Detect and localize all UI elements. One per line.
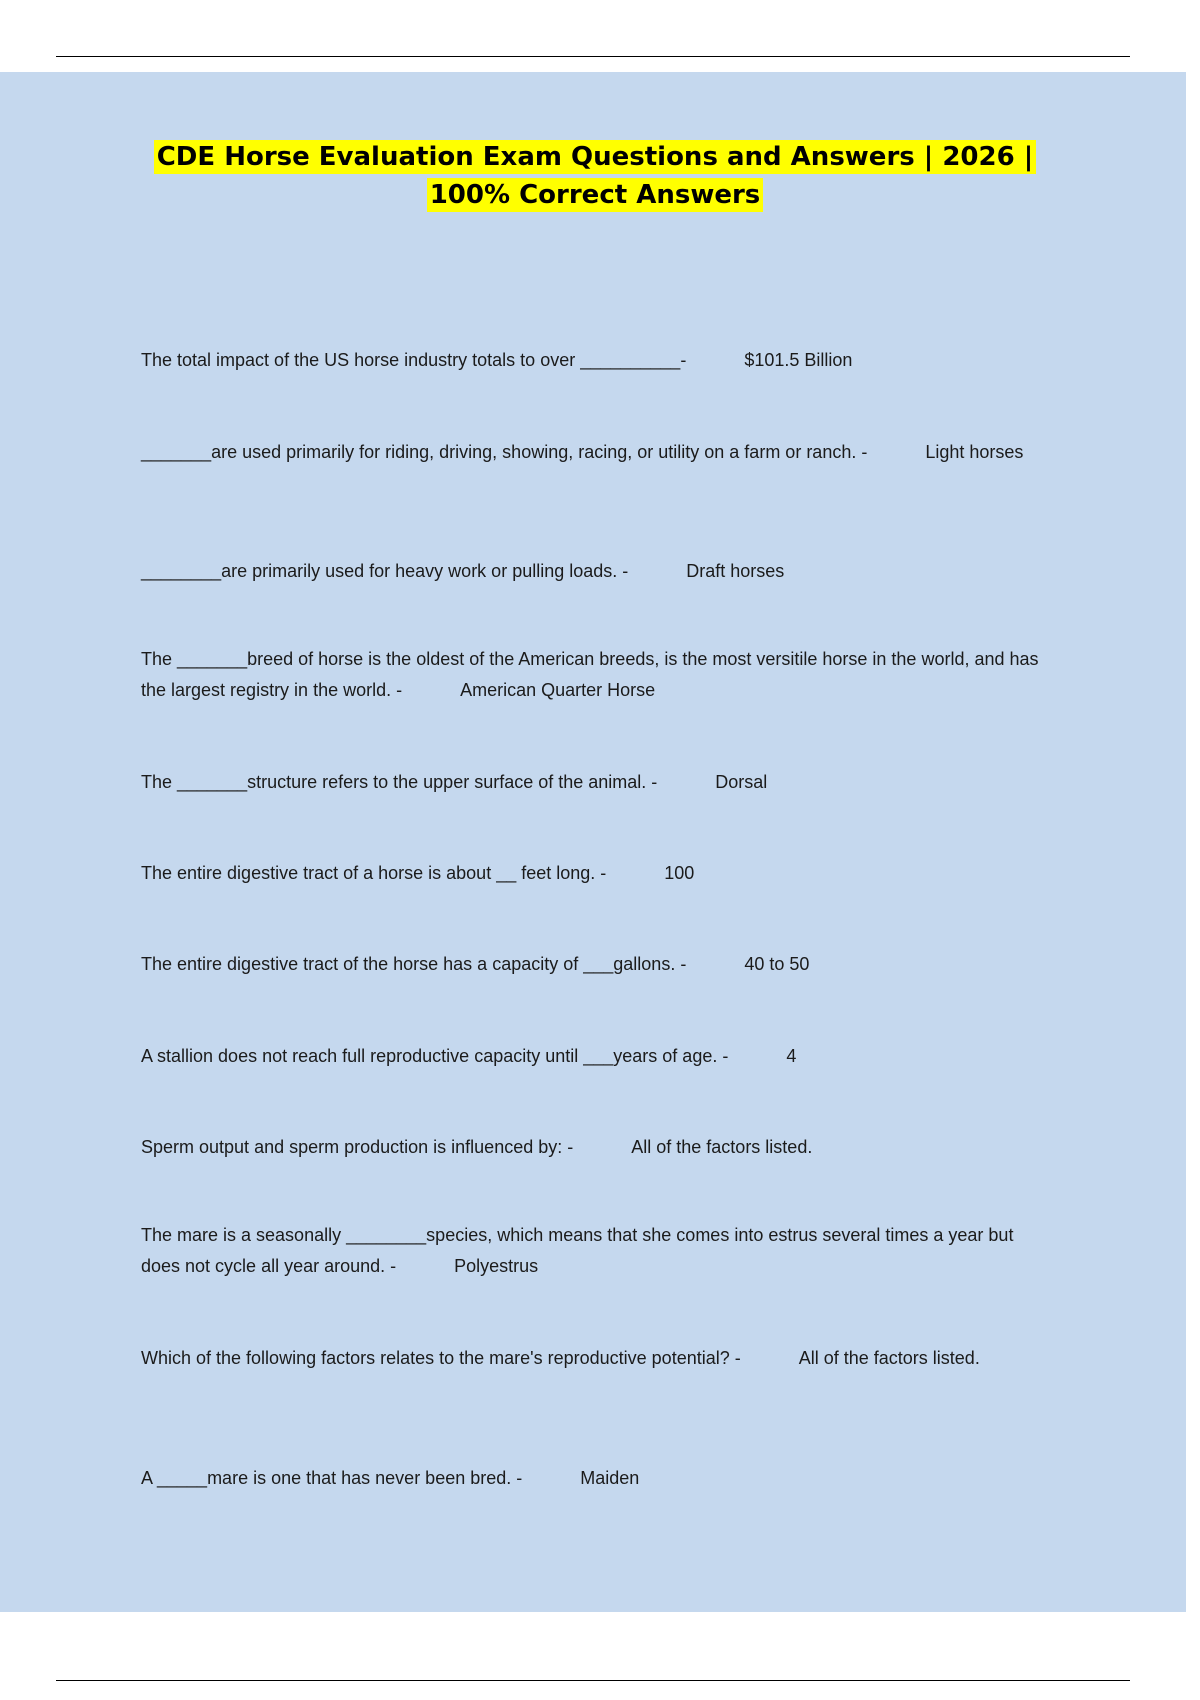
question-text: A _____mare is one that has never been bred. - bbox=[141, 1468, 523, 1488]
question-text: ________are primarily used for heavy work or pulling loads. - bbox=[141, 561, 629, 581]
question-text: Which of the following factors relates to the mare's reproductive potential? - bbox=[141, 1348, 741, 1368]
answer-text: All of the factors listed. bbox=[631, 1137, 813, 1157]
qa-item bbox=[141, 644, 1041, 706]
answer-text: Light horses bbox=[925, 442, 1024, 462]
answer-text: Dorsal bbox=[715, 772, 768, 792]
question-text: The _______structure refers to the upper surface of the animal. - bbox=[141, 772, 658, 792]
question-text: A stallion does not reach full reproductive capacity until ___years of age. - bbox=[141, 1046, 729, 1066]
question-text: The total impact of the US horse industry totals to over __________- bbox=[141, 350, 687, 370]
qa-item bbox=[141, 949, 1041, 980]
qa-item bbox=[141, 1132, 1041, 1163]
document-page bbox=[0, 72, 1186, 1612]
top-rule bbox=[56, 56, 1130, 57]
bottom-rule bbox=[56, 1680, 1130, 1681]
question-text: The entire digestive tract of the horse has a capacity of ___gallons. - bbox=[141, 954, 687, 974]
answer-text: 40 to 50 bbox=[744, 954, 810, 974]
title-line-2: 100% Correct Answers bbox=[427, 178, 764, 212]
qa-item bbox=[141, 556, 1041, 587]
answer-text: Polyestrus bbox=[454, 1256, 539, 1276]
qa-item bbox=[141, 767, 1041, 798]
question-text: _______are used primarily for riding, driving, showing, racing, or utility on a farm or ranch. - bbox=[141, 442, 868, 462]
qa-item bbox=[141, 1463, 1041, 1494]
qa-item bbox=[141, 1220, 1041, 1282]
answer-text: $101.5 Billion bbox=[744, 350, 853, 370]
answer-text: 4 bbox=[786, 1046, 797, 1066]
document-title bbox=[120, 138, 1070, 214]
qa-item bbox=[141, 1041, 1041, 1072]
title-line-1: CDE Horse Evaluation Exam Questions and Answers | 2026 | bbox=[154, 140, 1037, 174]
question-text: The _______breed of horse is the oldest of the American breeds, is the most versitile horse in the world, and has the largest registry in the world. - bbox=[141, 649, 1039, 700]
answer-text: Draft horses bbox=[686, 561, 785, 581]
qa-item bbox=[141, 345, 1041, 376]
question-text: Sperm output and sperm production is influenced by: - bbox=[141, 1137, 574, 1157]
answer-text: All of the factors listed. bbox=[798, 1348, 980, 1368]
answer-text: Maiden bbox=[580, 1468, 640, 1488]
qa-item bbox=[141, 858, 1041, 889]
question-text: The mare is a seasonally ________species, which means that she comes into estrus several times a year but does not cycle all year around. - bbox=[141, 1225, 1014, 1276]
qa-item bbox=[141, 1343, 1041, 1374]
qa-item bbox=[141, 437, 1041, 468]
answer-text: American Quarter Horse bbox=[460, 680, 656, 700]
question-text: The entire digestive tract of a horse is about __ feet long. - bbox=[141, 863, 607, 883]
answer-text: 100 bbox=[664, 863, 695, 883]
